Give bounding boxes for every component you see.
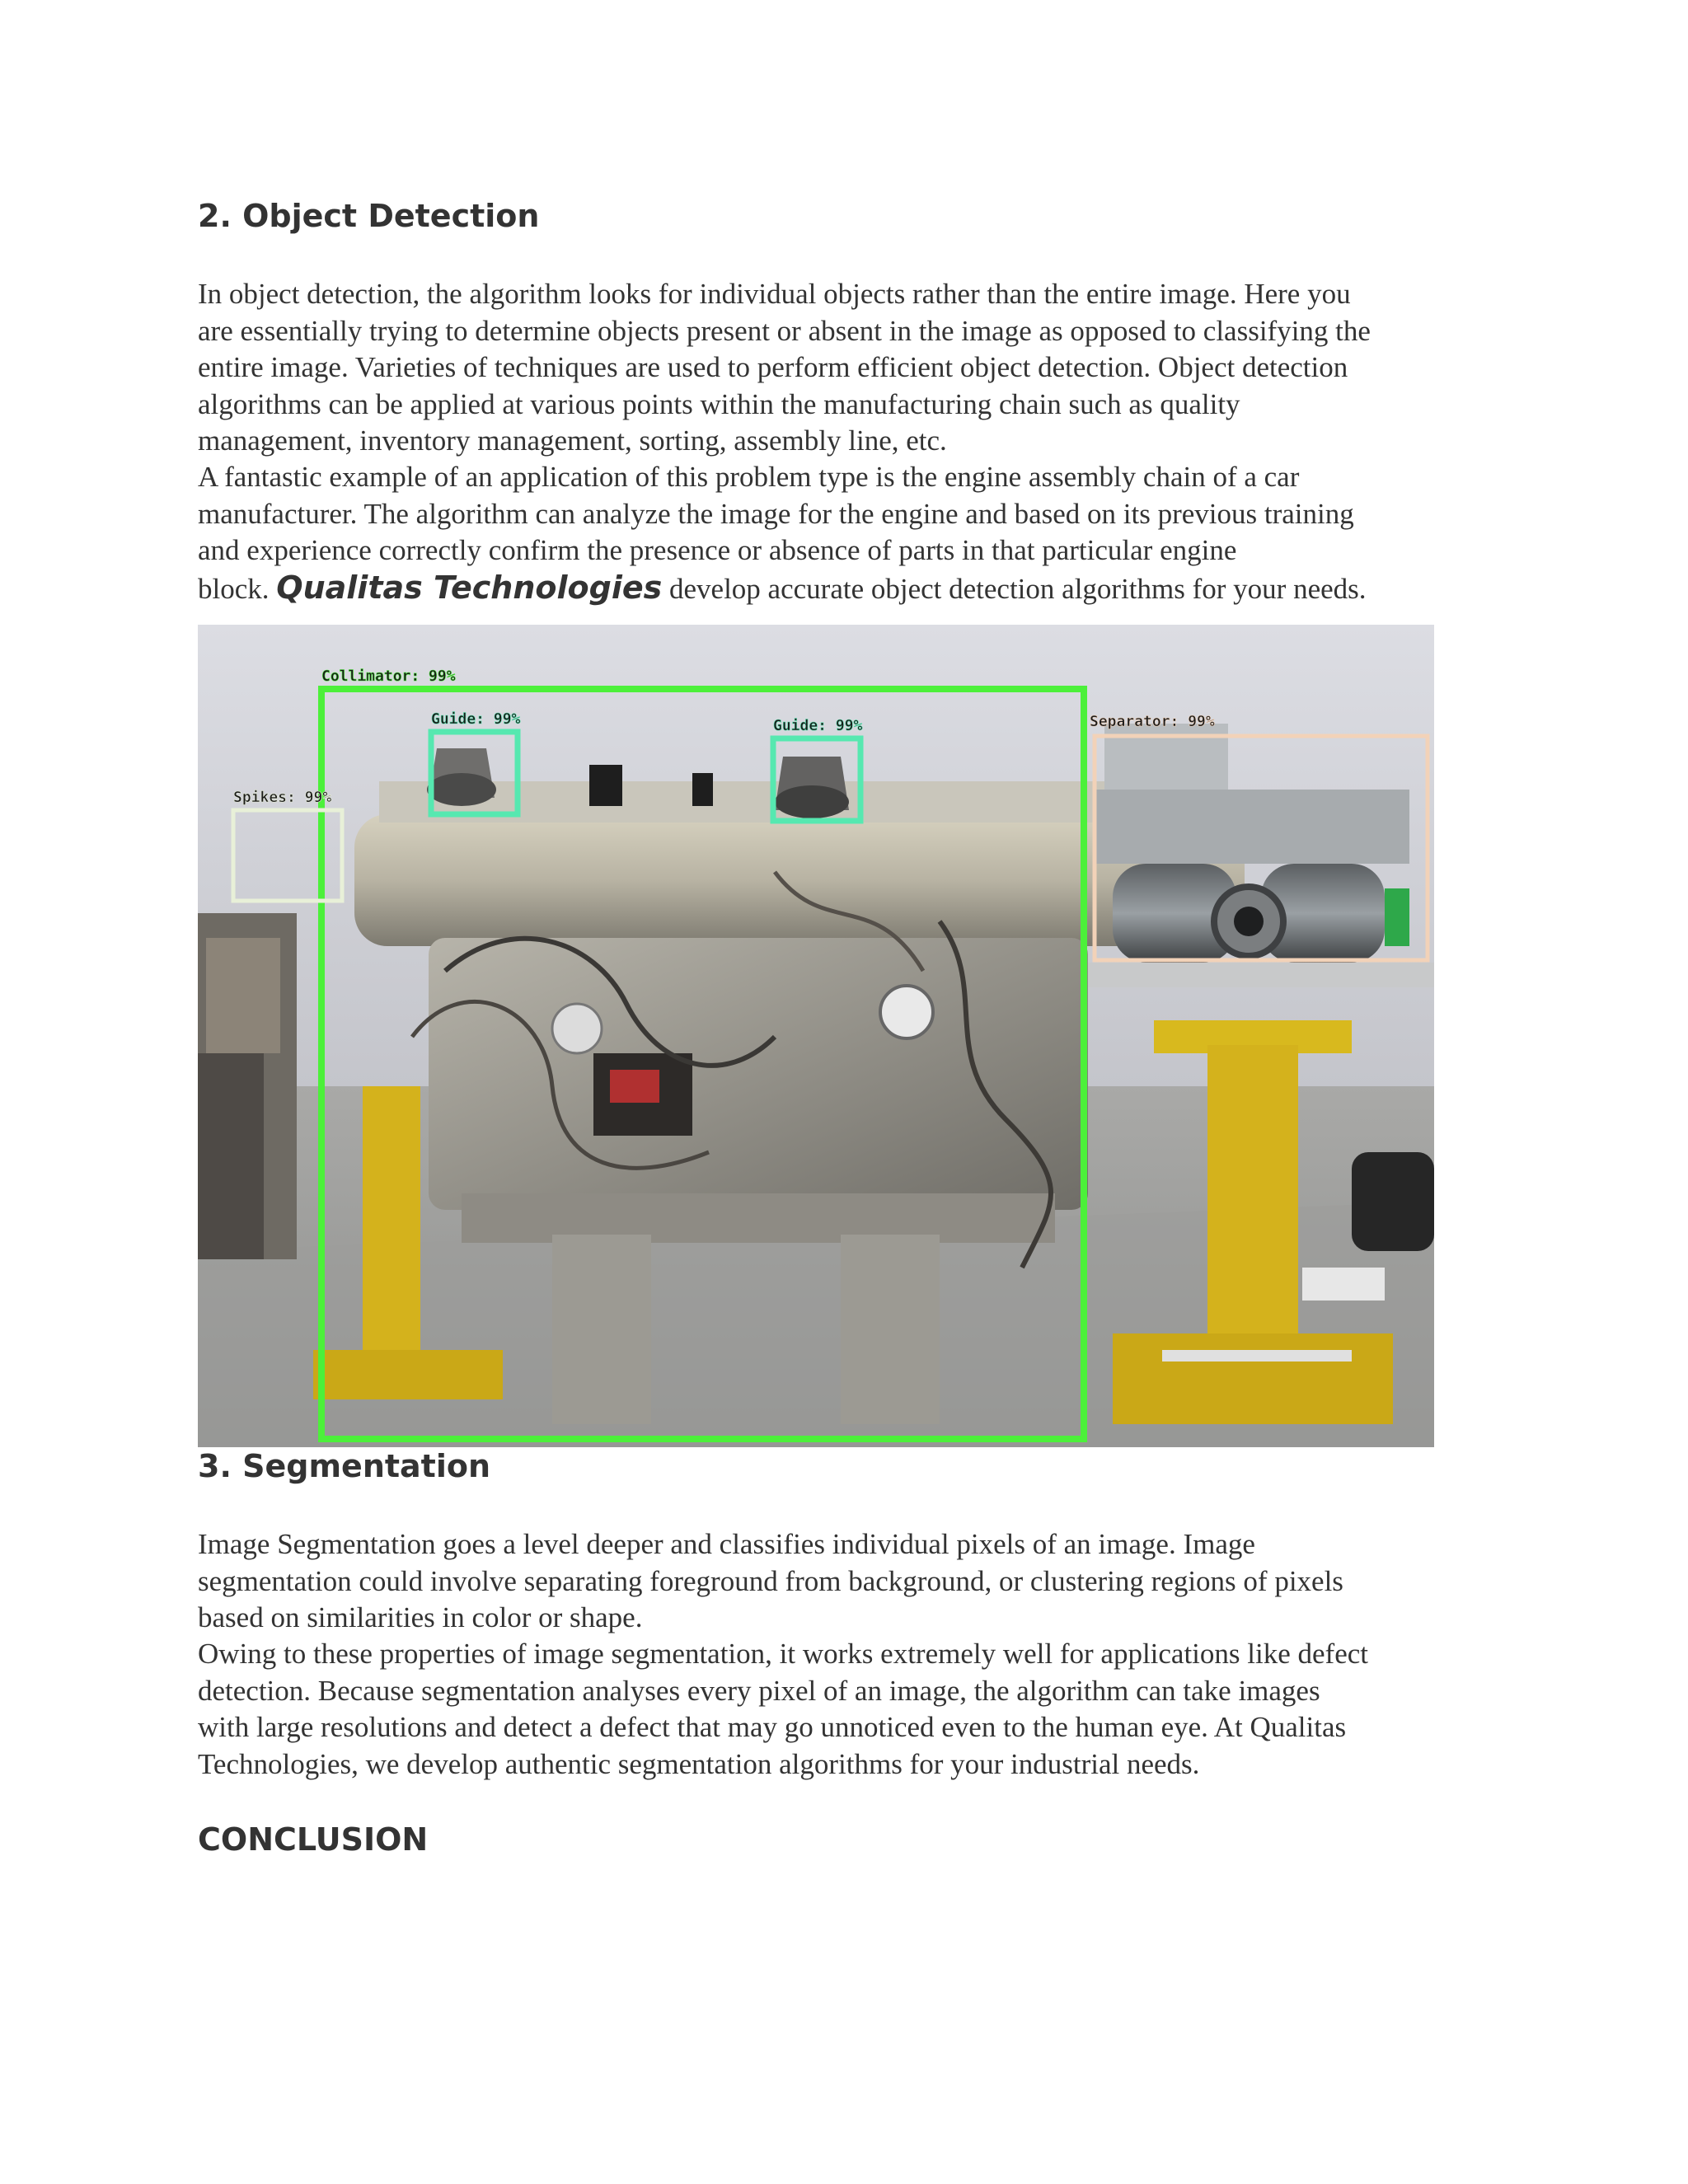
detection-label: Separator: 99% [1090,713,1215,730]
machine-leg-left [552,1235,651,1424]
right-yellow-column [1207,1045,1298,1358]
detection-label: Collimator: 99% [321,668,456,685]
text-line: Technologies, we develop authentic segmentation algorithms for your industrial needs. [198,1747,1200,1780]
text-line: detection. Because segmentation analyses every pixel of an image, the algorithm can take images [198,1674,1320,1707]
detection-label: Guide: 99% [773,717,863,734]
text-line-with-brand [198,569,1500,608]
object-detection-photo [198,625,1434,1447]
black-block [589,765,622,806]
heading-conclusion: CONCLUSION [198,1821,429,1858]
heading-segmentation: 3. Segmentation [198,1448,491,1484]
guide-part-cap [775,785,849,818]
black-block [692,773,713,806]
machine-round-part [552,1004,602,1053]
text-line: segmentation could involve separating foreground from background, or clustering regions of pixels [198,1564,1343,1597]
text-line: manufacturer. The algorithm can analyze the image for the engine and based on its previous training [198,497,1354,530]
detection-label: Guide: 99% [431,710,521,728]
text-line: are essentially trying to determine objects present or absent in the image as opposed to classifying the [198,314,1371,347]
text-line: Owing to these properties of image segmentation, it works extremely well for applications like defect [198,1638,1368,1670]
left-rack-dark [198,1053,264,1259]
machine-frame [462,1193,1055,1243]
machine-lower-body [429,938,1088,1210]
separator-body [1096,790,1409,864]
segmentation-paragraph-2 [198,1636,1500,1783]
right-yellow-base [1113,1333,1393,1424]
text-line: management, inventory management, sorting, assembly line, etc. [198,424,947,457]
text-line: In object detection, the algorithm looks for individual objects rather than the entire image. Here you [198,278,1351,310]
right-stand-bar [1162,1350,1352,1361]
brand-name: Qualitas Technologies [276,569,663,606]
machine-red-detail [610,1070,659,1103]
left-rack-panel [206,938,280,1053]
text-line: with large resolutions and detect a defect that may go unnoticed even to the human eye. At Qualitas [198,1711,1347,1743]
text-line: and experience correctly confirm the presence or absence of parts in that particular engine [198,534,1237,566]
text-line: algorithms can be applied at various points within the manufacturing chain such as quality [198,387,1240,420]
text-line: based on similarities in color or shape. [198,1601,643,1633]
text-line: Image Segmentation goes a level deeper and classifies individual pixels of an image. Image [198,1528,1255,1560]
separator-flange-hole [1234,907,1264,936]
object-detection-paragraph-1 [198,276,1500,460]
left-yellow-stand [363,1086,420,1366]
object-detection-paragraph-2 [198,459,1500,607]
segmentation-paragraph-1 [198,1526,1500,1637]
text-line: entire image. Varieties of techniques are used to perform efficient object detection. Object detection [198,351,1348,383]
guide-part-cap [427,773,496,806]
heading-object-detection: 2. Object Detection [198,198,540,234]
machine-leg-right [841,1235,940,1424]
text-fragment: develop accurate object detection algorithms for your needs. [669,572,1367,605]
text-line: A fantastic example of an application of this problem type is the engine assembly chain of a car [198,461,1300,493]
detection-label: Spikes: 99% [233,789,332,806]
black-bag [1352,1152,1434,1251]
separator-platform [1088,963,1434,987]
text-fragment: block. [198,572,270,605]
machine-gauge [880,986,933,1038]
detection-photo-svg [198,625,1434,1447]
floor-box [1302,1268,1385,1301]
left-yellow-base [313,1350,503,1399]
separator-green-part [1385,888,1409,946]
